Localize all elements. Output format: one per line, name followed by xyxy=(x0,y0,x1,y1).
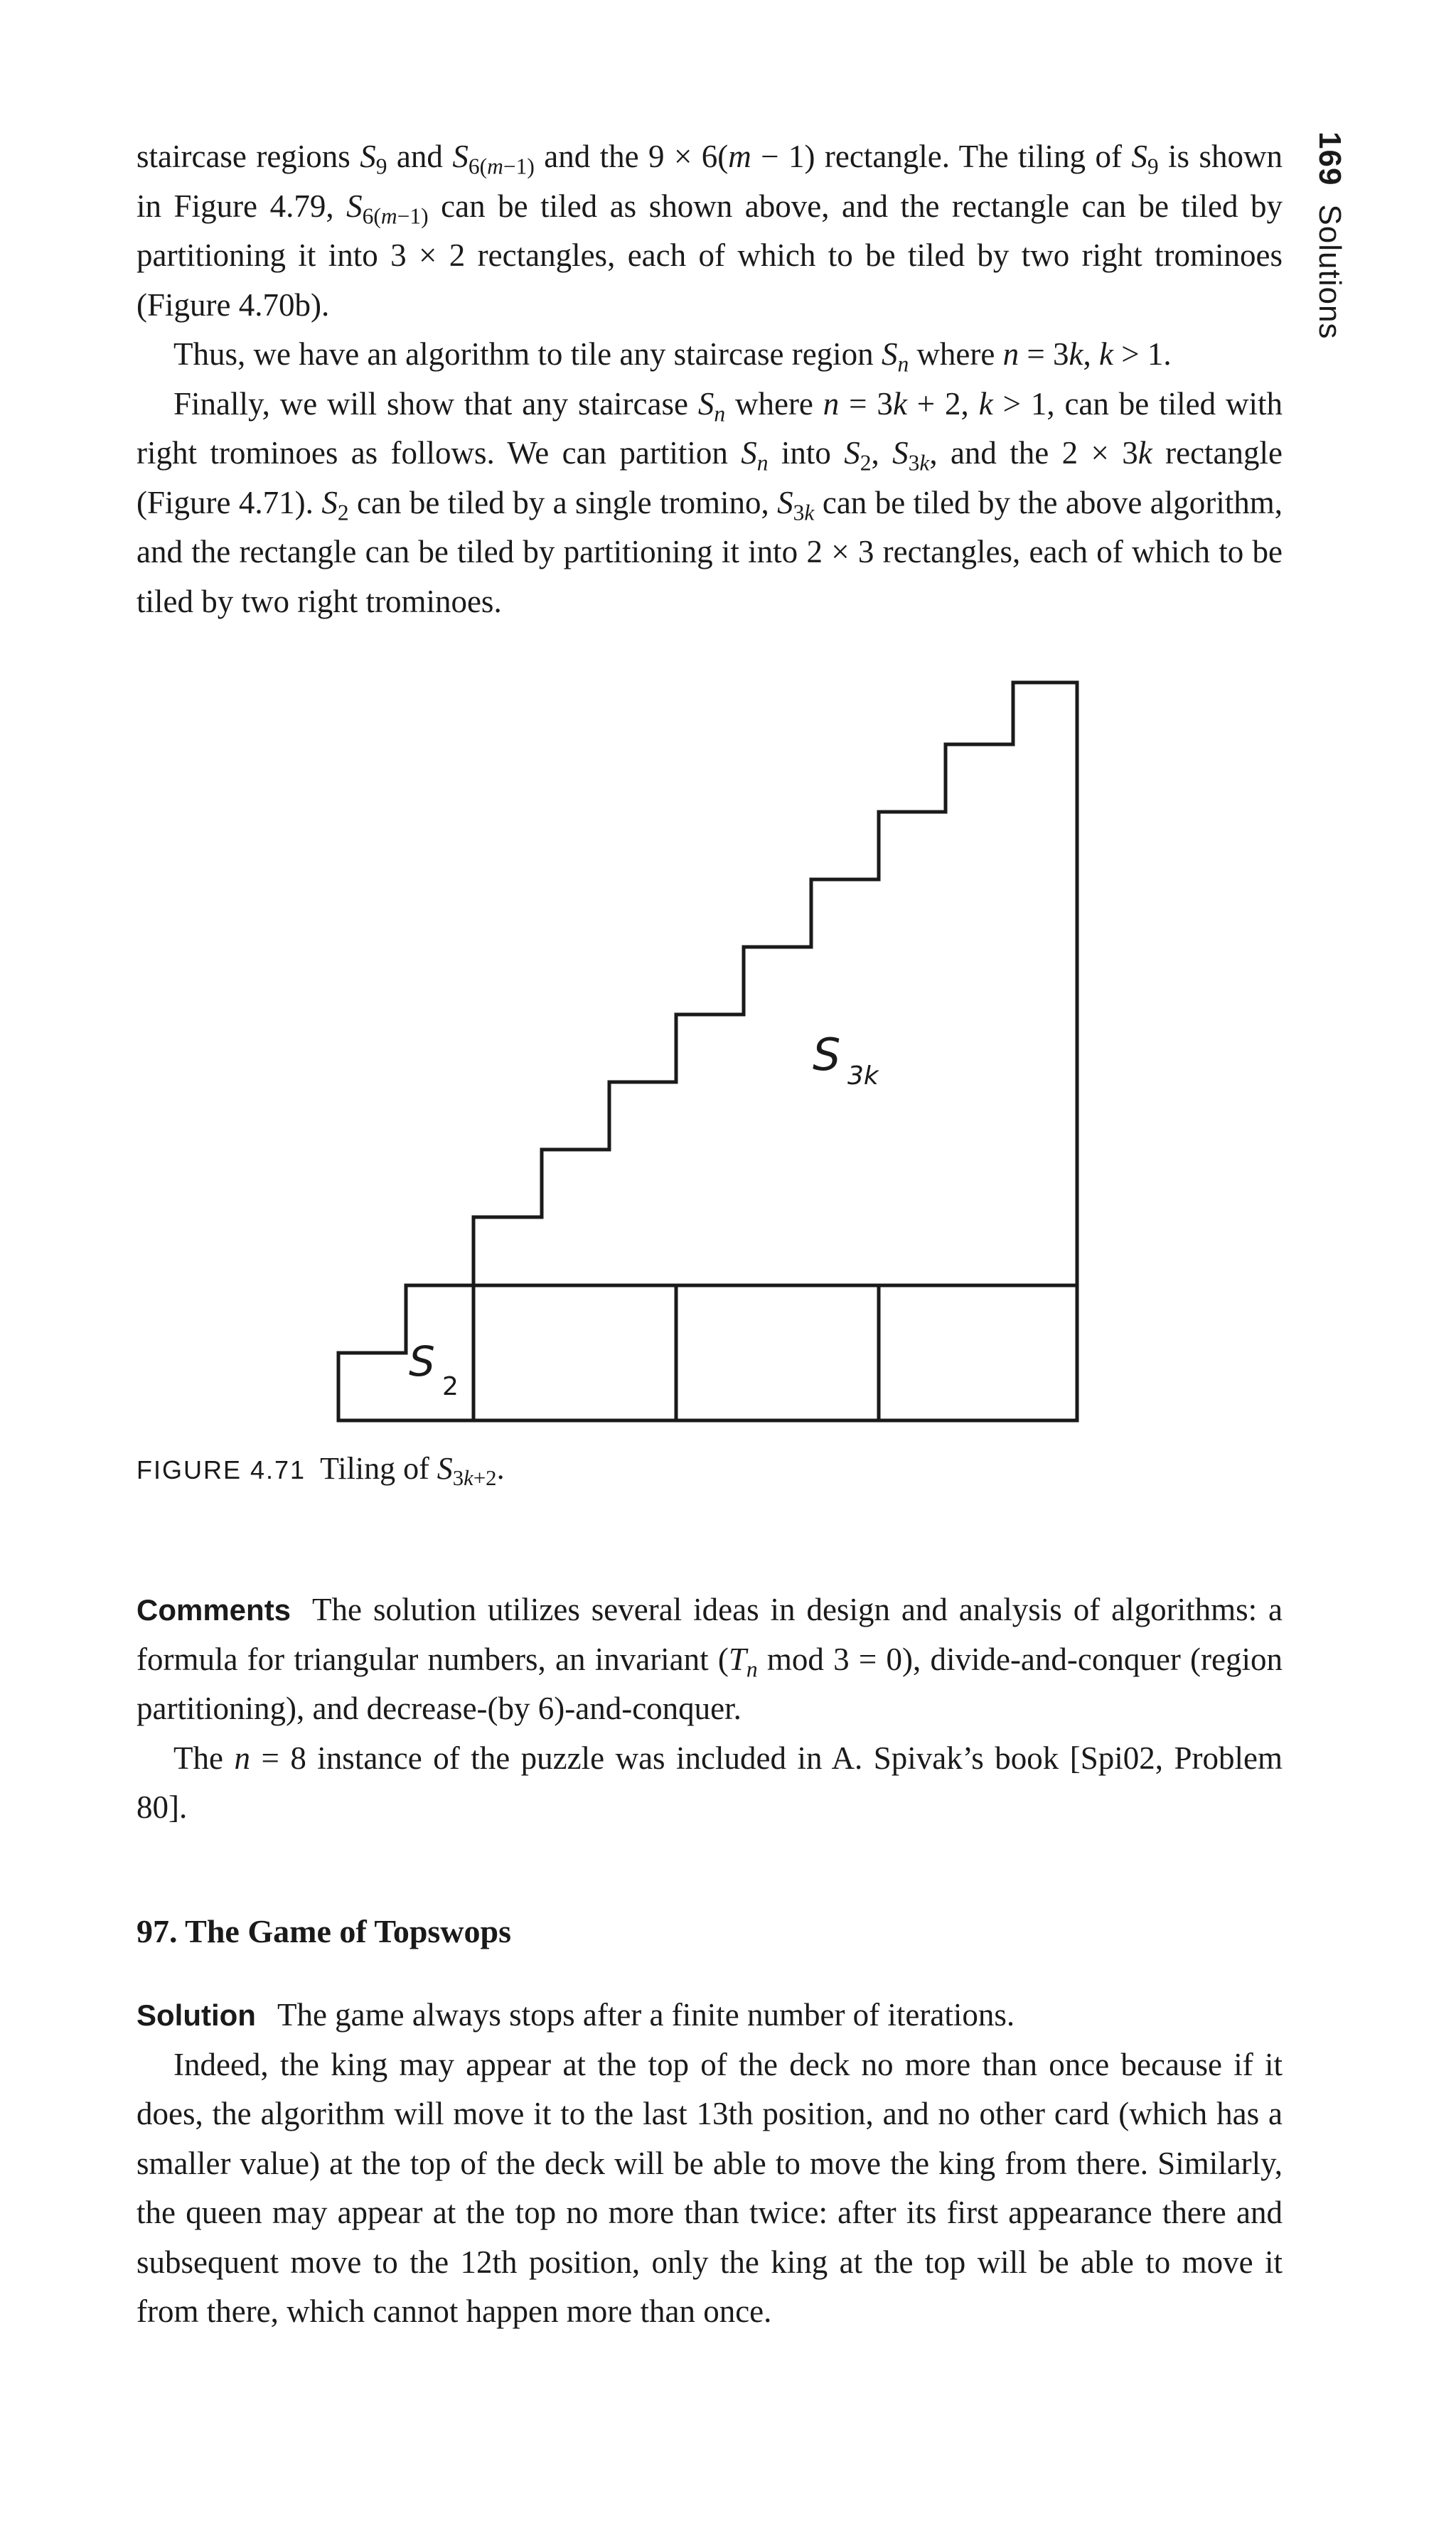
label-s3k-subscript: 3k xyxy=(847,1061,879,1091)
page-number: 169 xyxy=(1312,132,1347,186)
staircase-s3k-outline xyxy=(338,682,1077,1420)
intro-paragraphs xyxy=(136,132,1283,626)
comments-section xyxy=(136,1585,1283,1833)
solution-first-line: Solution The game always stops after a finite number of iterations. xyxy=(136,1997,1015,2033)
label-s2: S xyxy=(409,1337,435,1386)
paragraph-finally: Finally, we will show that any staircase $S_n$ where n = 3k + 2, k > 1, can be tiled with right trominoes as follows. We can partition $S_n$ into $S_2$, $S_{3k}$, and the 2 × 3k rectangle (Figure 4.71). $S_2$ can be tiled by a single tromino, $S_{3k}$ can be tiled by the above algorithm, and the rectangle can be tiled by partitioning it into 2 × 3 rectangles, each of which to be tiled by two right trominoes. xyxy=(136,385,1283,619)
spivak-paragraph: The n = 8 instance of the puzzle was included in A. Spivak’s book [Spi02, Problem 80]. xyxy=(136,1740,1283,1825)
section-heading: 97. The Game of Topswops xyxy=(136,1913,512,1949)
label-s3k: S xyxy=(813,1029,841,1081)
figure-caption: FIGURE 4.71 Tiling of $S_{3k+2}$. xyxy=(136,1451,505,1491)
solution-section xyxy=(136,1991,1283,2337)
label-s2-subscript: 2 xyxy=(442,1372,459,1401)
paragraph-staircase-regions: staircase regions $S_9$ and $S_{6(m-1)}$ and the 9 × 6(m − 1) rectangle. The tiling of $S_9$ is shown in Figure 4.79, $S_{6(m-1)}$ can be tiled as shown above, and the rectangle can be tiled by partitioning it into 3 × 2 rectangles, each of which to be tiled by two right trominoes (Figure 4.70b). xyxy=(136,139,1283,323)
comments-runin: Comments xyxy=(136,1593,291,1627)
running-header xyxy=(1312,132,1347,339)
solution-runin: Solution xyxy=(136,1998,256,2032)
comments-paragraph: Comments The solution utilizes several ideas in design and analysis of algorithms: a formula for triangular numbers, an invariant ($T_n$ mod 3 = 0), divide-and-conquer (region partitioning), and decrease-(by 6)-and-conquer. xyxy=(136,1592,1283,1726)
solution-paragraph: Indeed, the king may appear at the top of the deck no more than once because if it does, the algorithm will move it to the last 13th position, and no other card (which has a smaller value) at the top of the deck will be able to move the king from there. Similarly, the queen may appear at the top no more than twice: after its first appearance there and subsequent move to the 12th position, only the king at the top will be able to move it from there, which cannot happen more than once. xyxy=(136,2046,1283,2329)
paragraph-algorithm: Thus, we have an algorithm to tile any staircase region $S_n$ where n = 3k, k > 1. xyxy=(173,336,1172,377)
running-title: Solutions xyxy=(1312,204,1347,340)
staircase-tiling-figure xyxy=(327,668,1109,1436)
caption-label: FIGURE 4.71 xyxy=(136,1455,306,1484)
